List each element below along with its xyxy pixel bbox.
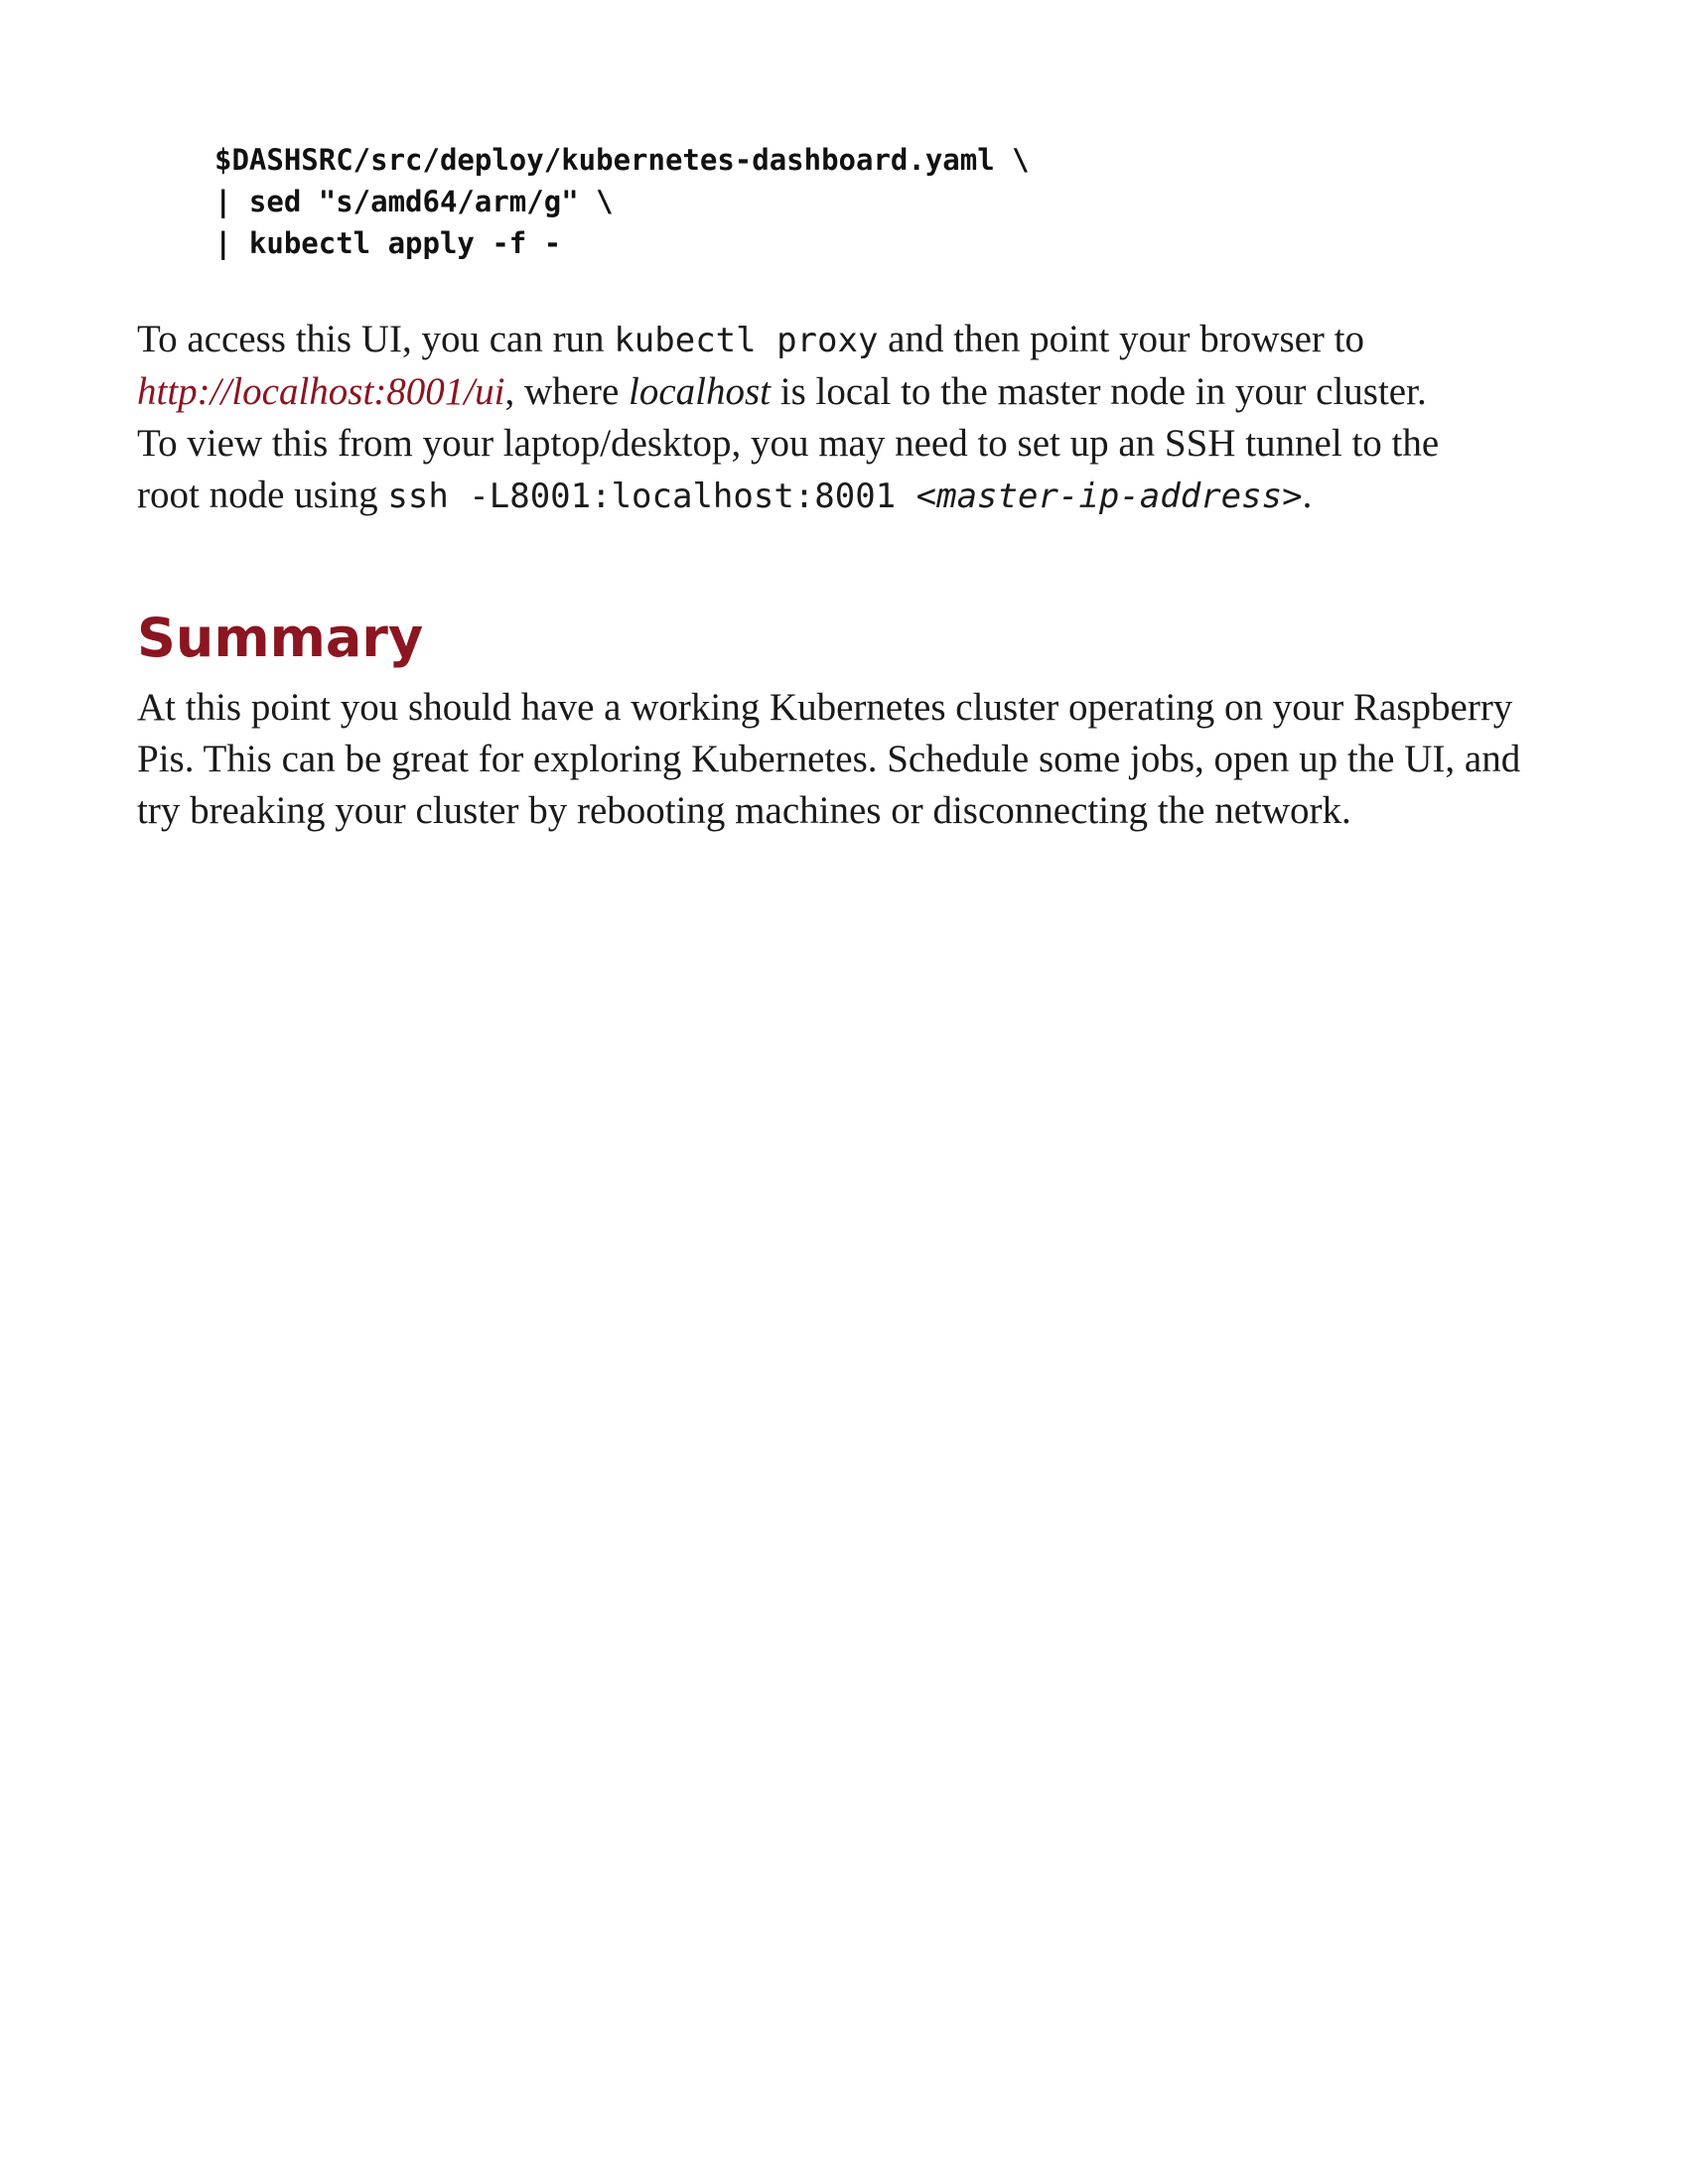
access-paragraph bbox=[137, 314, 1567, 522]
page-content bbox=[137, 139, 1567, 837]
access-text-7: . bbox=[1302, 474, 1313, 516]
code-line-3: | kubectl apply -f - bbox=[214, 226, 562, 260]
summary-paragraph: At this point you should have a working Kubernetes cluster operating on your Raspberry Pis. This can be great for exploring Kubernetes. Schedule some jobs, open up the UI, and try breaking your cluster by rebooting machines or disconnecting the network. bbox=[137, 686, 1521, 832]
code-line-2: | sed "s/amd64/arm/g" \ bbox=[214, 185, 614, 218]
kubectl-proxy-code: kubectl proxy bbox=[614, 321, 879, 360]
access-text-4: is local to the master node in your cluster. bbox=[771, 370, 1427, 413]
summary-heading: Summary bbox=[137, 607, 424, 669]
access-text-2: and then point your browser to bbox=[878, 318, 1364, 360]
access-text-5: To view this from your laptop/desktop, you may need to set up an SSH tunnel to the bbox=[137, 422, 1440, 465]
master-ip-placeholder-code: <master-ip-address> bbox=[915, 477, 1303, 516]
localhost-emphasis: localhost bbox=[629, 370, 772, 413]
localhost-ui-link[interactable]: http://localhost:8001/ui bbox=[137, 370, 505, 413]
code-line-1: $DASHSRC/src/deploy/kubernetes-dashboard.yaml \ bbox=[214, 143, 1030, 177]
access-text-6: root node using bbox=[137, 474, 388, 516]
ssh-command-code: ssh -L8001:localhost:8001 bbox=[387, 477, 916, 516]
access-text-1: To access this UI, you can run bbox=[137, 318, 615, 360]
access-text-3: , where bbox=[504, 370, 630, 413]
code-block bbox=[214, 139, 1567, 264]
